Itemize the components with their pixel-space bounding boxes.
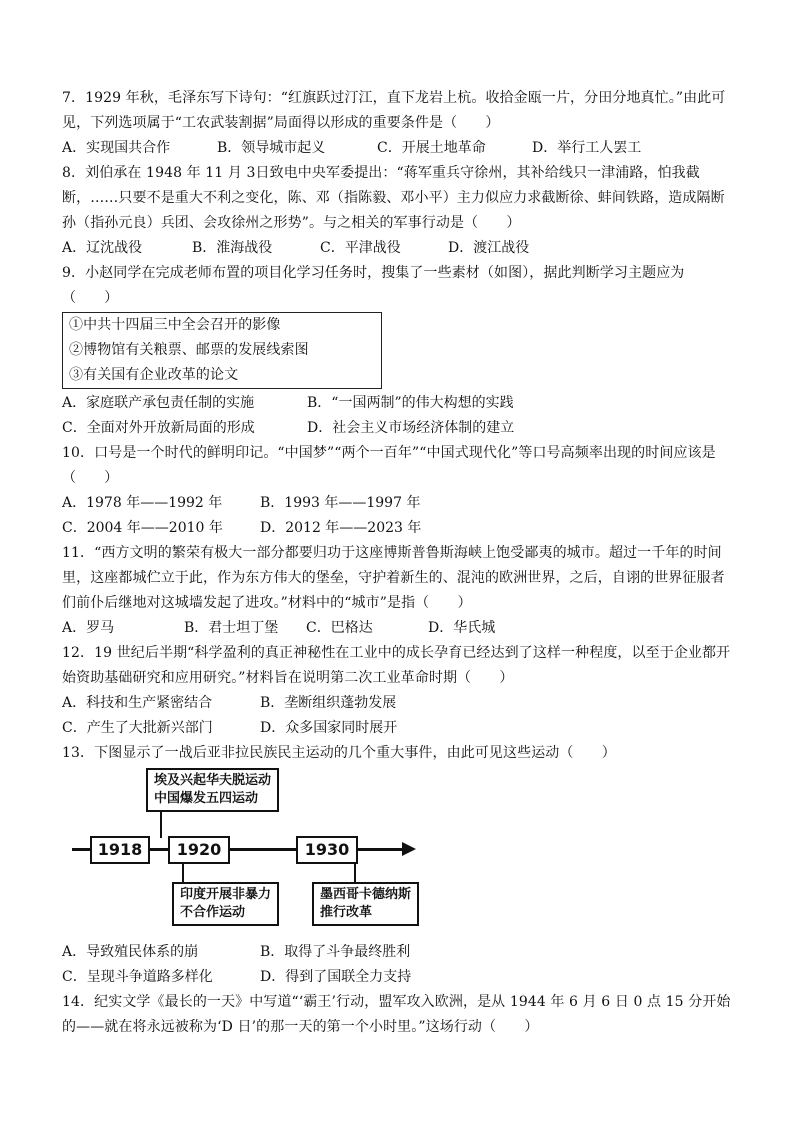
question-11-line-1: 11．“西方文明的繁荣有极大一部分都要归功于这座博斯普鲁斯海峡上饱受鄙夷的城市。超过一千年的时间 xyxy=(62,545,722,561)
event-mexico-line-1: 墨西哥卡德纳斯 xyxy=(320,887,412,902)
question-12-line-1: 12．19 世纪后半期“科学盈利的真正神秘性在工业中的成长孕育已经达到了这样一种程度，以至于企业都开 xyxy=(62,645,731,661)
event-mexico xyxy=(312,882,419,926)
question-13-options-row-1 xyxy=(62,940,738,965)
question-13-options-row-2 xyxy=(62,965,738,990)
question-7-line-2: 见，下列选项属于“工农武装割据”局面得以形成的重要条件是（ ） xyxy=(62,115,500,131)
option-b[interactable]: B．垄断组织蓬勃发展 xyxy=(260,695,397,711)
option-c[interactable]: C．巴格达 xyxy=(306,620,373,636)
materials-box xyxy=(62,312,382,389)
question-14-line-1: 14．纪实文学《最长的一天》中写道“‘霸王’行动，盟军攻入欧洲，是从 1944 年 6 月 6 日 0 点 15 分开始 xyxy=(62,994,731,1010)
event-india-line-1: 印度开展非暴力 xyxy=(180,887,272,902)
question-9-options-row-2 xyxy=(62,416,738,441)
option-d[interactable]: D．举行工人罢工 xyxy=(532,140,642,156)
question-14-line-2: 的——就在将永远被称为‘D 日’的那一天的第一个小时里。”这场行动（ ） xyxy=(62,1019,539,1035)
option-a[interactable]: A．1978 年——1992 年 xyxy=(62,495,223,511)
question-12-options-row-2 xyxy=(62,716,738,741)
question-8-line-1: 8．刘伯承在 1948 年 11 月 3日致电中央军委提出：“蒋军重兵守徐州，其补给线只一津浦路，怕我截 xyxy=(62,165,700,181)
question-7-options xyxy=(62,136,738,161)
exam-page xyxy=(62,86,738,1040)
question-9-options-row-1 xyxy=(62,391,738,416)
timeline-arrow-icon xyxy=(402,842,416,856)
year-1920: 1920 xyxy=(168,836,230,864)
question-10-options-row-1 xyxy=(62,491,738,516)
option-a[interactable]: A．家庭联产承包责任制的实施 xyxy=(62,395,255,411)
option-b[interactable]: B．“一国两制”的伟大构想的实践 xyxy=(307,395,514,411)
year-1930: 1930 xyxy=(296,836,358,864)
option-d[interactable]: D．众多国家同时展开 xyxy=(260,720,398,736)
material-item-2: ②博物馆有关粮票、邮票的发展线索图 xyxy=(69,342,309,358)
option-a[interactable]: A．罗马 xyxy=(62,620,115,636)
event-india-line-2: 不合作运动 xyxy=(180,905,246,920)
option-d[interactable]: D．得到了国联全力支持 xyxy=(260,969,412,985)
option-a[interactable]: A．辽沈战役 xyxy=(62,240,143,256)
question-8-options xyxy=(62,236,738,261)
question-7-line-1: 7．1929 年秋，毛泽东写下诗句：“红旗跃过汀江，直下龙岩上杭。收拾金瓯一片，分田分地真忙。”由此可 xyxy=(62,90,726,106)
option-b[interactable]: B．领导城市起义 xyxy=(217,140,326,156)
option-d[interactable]: D．2012 年——2023 年 xyxy=(260,520,422,536)
question-10-options-row-2 xyxy=(62,516,738,541)
option-b[interactable]: B．取得了斗争最终胜利 xyxy=(260,944,411,960)
option-c[interactable]: C．全面对外开放新局面的形成 xyxy=(62,420,255,436)
material-item-1: ①中共十四届三中全会召开的影像 xyxy=(69,317,281,333)
timeline-figure xyxy=(72,768,432,938)
option-b[interactable]: B．1993 年——1997 年 xyxy=(260,495,421,511)
option-c[interactable]: C．平津战役 xyxy=(320,240,401,256)
question-13-line-1: 13．下图显示了一战后亚非拉民族民主运动的几个重大事件，由此可见这些运动（ ） xyxy=(62,745,616,761)
option-d[interactable]: D．社会主义市场经济体制的建立 xyxy=(307,420,515,436)
question-10-line-1: 10．口号是一个时代的鲜明印记。“中国梦”“两个一百年”“中国式现代化”等口号高频率出现的时间应该是 xyxy=(62,445,716,461)
option-d[interactable]: D．渡江战役 xyxy=(448,240,530,256)
question-11-line-3: 们前仆后继地对这城墙发起了进攻。”材料中的“城市”是指（ ） xyxy=(62,595,472,611)
question-8-line-2: 断，……只要不是重大不利之变化，陈、邓（指陈毅、邓小平）主力似应力求截断徐、蚌间铁路，造成隔断 xyxy=(62,190,725,206)
question-9-line-2: （ ） xyxy=(62,290,119,306)
event-india xyxy=(172,882,279,926)
question-12-options-row-1 xyxy=(62,691,738,716)
option-a[interactable]: A．科技和生产紧密结合 xyxy=(62,695,213,711)
question-11-options xyxy=(62,616,738,641)
option-c[interactable]: C．呈现斗争道路多样化 xyxy=(62,969,213,985)
event-egypt: 埃及兴起华夫脱运动 xyxy=(154,773,272,788)
option-b[interactable]: B．君士坦丁堡 xyxy=(184,620,279,636)
question-8-line-3: 孙（指孙元良）兵团、会攻徐州之形势”。与之相关的军事行动是（ ） xyxy=(62,215,521,231)
year-1918: 1918 xyxy=(90,836,150,864)
option-a[interactable]: A．导致殖民体系的崩 xyxy=(62,944,199,960)
question-10-line-2: （ ） xyxy=(62,470,119,486)
question-11-line-2: 里，这座都城伫立于此，作为东方伟大的堡垒，守护着新生的、混沌的欧洲世界，之后，自诩的世界征服者 xyxy=(62,570,725,586)
question-9-line-1: 9．小赵同学在完成老师布置的项目化学习任务时，搜集了一些素材（如图），据此判断学习主题应为 xyxy=(62,265,685,281)
option-c[interactable]: C．产生了大批新兴部门 xyxy=(62,720,213,736)
option-c[interactable]: C．2004 年——2010 年 xyxy=(62,520,223,536)
option-a[interactable]: A．实现国共合作 xyxy=(62,140,171,156)
question-12-line-2: 始资助基础研究和应用研究。”材料旨在说明第二次工业革命时期（ ） xyxy=(62,670,514,686)
option-c[interactable]: C．开展土地革命 xyxy=(377,140,486,156)
event-egypt-china xyxy=(146,768,279,812)
option-b[interactable]: B．淮海战役 xyxy=(192,240,273,256)
material-item-3: ③有关国有企业改革的论文 xyxy=(69,367,239,383)
option-d[interactable]: D．华氏城 xyxy=(428,620,496,636)
event-mexico-line-2: 推行改革 xyxy=(320,905,373,920)
event-china: 中国爆发五四运动 xyxy=(154,791,259,806)
